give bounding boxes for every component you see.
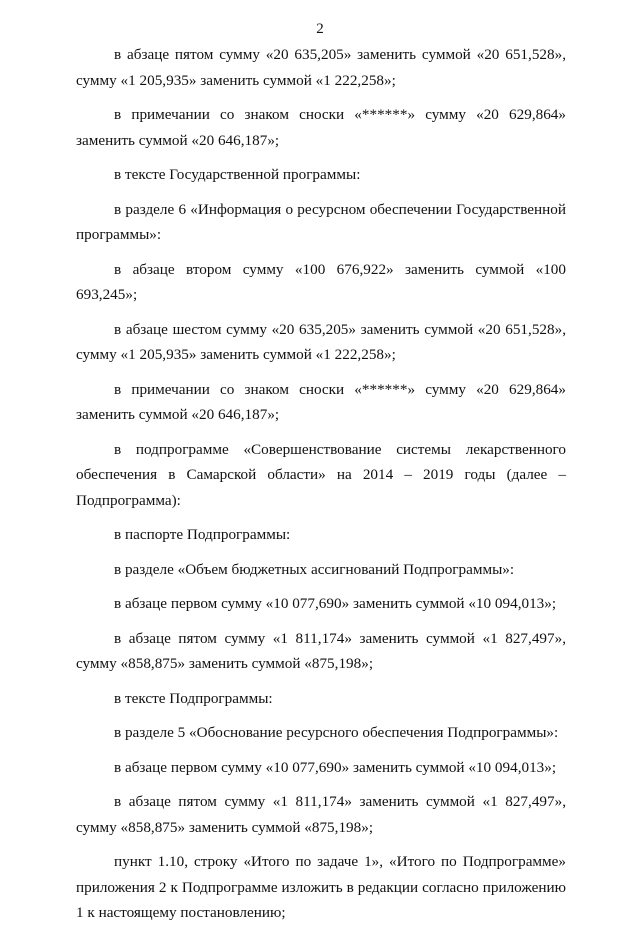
paragraph: в абзаце первом сумму «10 077,690» заменить суммой «10 094,013»; [114,758,557,776]
paragraph: в разделе «Объем бюджетных ассигнований Подпрограммы»: [114,560,515,578]
paragraph: в подпрограмме «Совершенствование системы лекарственного обеспечения в Самарской области» на 2014 – 2019 годы (далее – Подпрограмма): [76,440,566,509]
paragraph: в тексте Государственной программы: [114,166,361,183]
document-body [76,42,566,935]
paragraph: в паспорте Подпрограммы: [114,526,291,543]
paragraph: в примечании со знаком сноски «******» сумму «20 629,864» заменить суммой «20 646,187»; [76,106,566,149]
paragraph: в абзаце шестом сумму «20 635,205» заменить суммой «20 651,528», сумму «1 205,935» заменить суммой «1 222,258»; [76,320,566,363]
paragraph: в разделе 5 «Обоснование ресурсного обеспечения Подпрограммы»: [114,724,559,741]
paragraph: в абзаце первом сумму «10 077,690» заменить суммой «10 094,013»; [114,595,557,612]
paragraph: в абзаце втором сумму «100 676,922» заменить суммой «100 693,245»; [76,260,566,303]
paragraph: в тексте Подпрограммы: [114,689,273,707]
page-number: 2 [316,21,324,37]
paragraph: в абзаце пятом сумму «1 811,174» заменить суммой «1 827,497», сумму «858,875» заменить суммой «875,198»; [76,629,566,672]
paragraph: в примечании со знаком сноски «******» сумму «20 629,864» заменить суммой «20 646,187»; [76,380,566,423]
paragraph: в абзаце пятом сумму «1 811,174» заменить суммой «1 827,497», сумму «858,875» заменить суммой «875,198»; [76,793,566,836]
paragraph: в абзаце пятом сумму «20 635,205» заменить суммой «20 651,528», сумму «1 205,935» заменить суммой «1 222,258»; [76,46,566,89]
paragraph: в разделе 6 «Информация о ресурсном обеспечении Государственной программы»: [76,200,566,243]
paragraph: пункт 1.10, строку «Итого по задаче 1», «Итого по Подпрограмме» приложения 2 к Подпрограмме изложить в редакции согласно приложению 1 к настоящему постановлению; [76,853,566,921]
